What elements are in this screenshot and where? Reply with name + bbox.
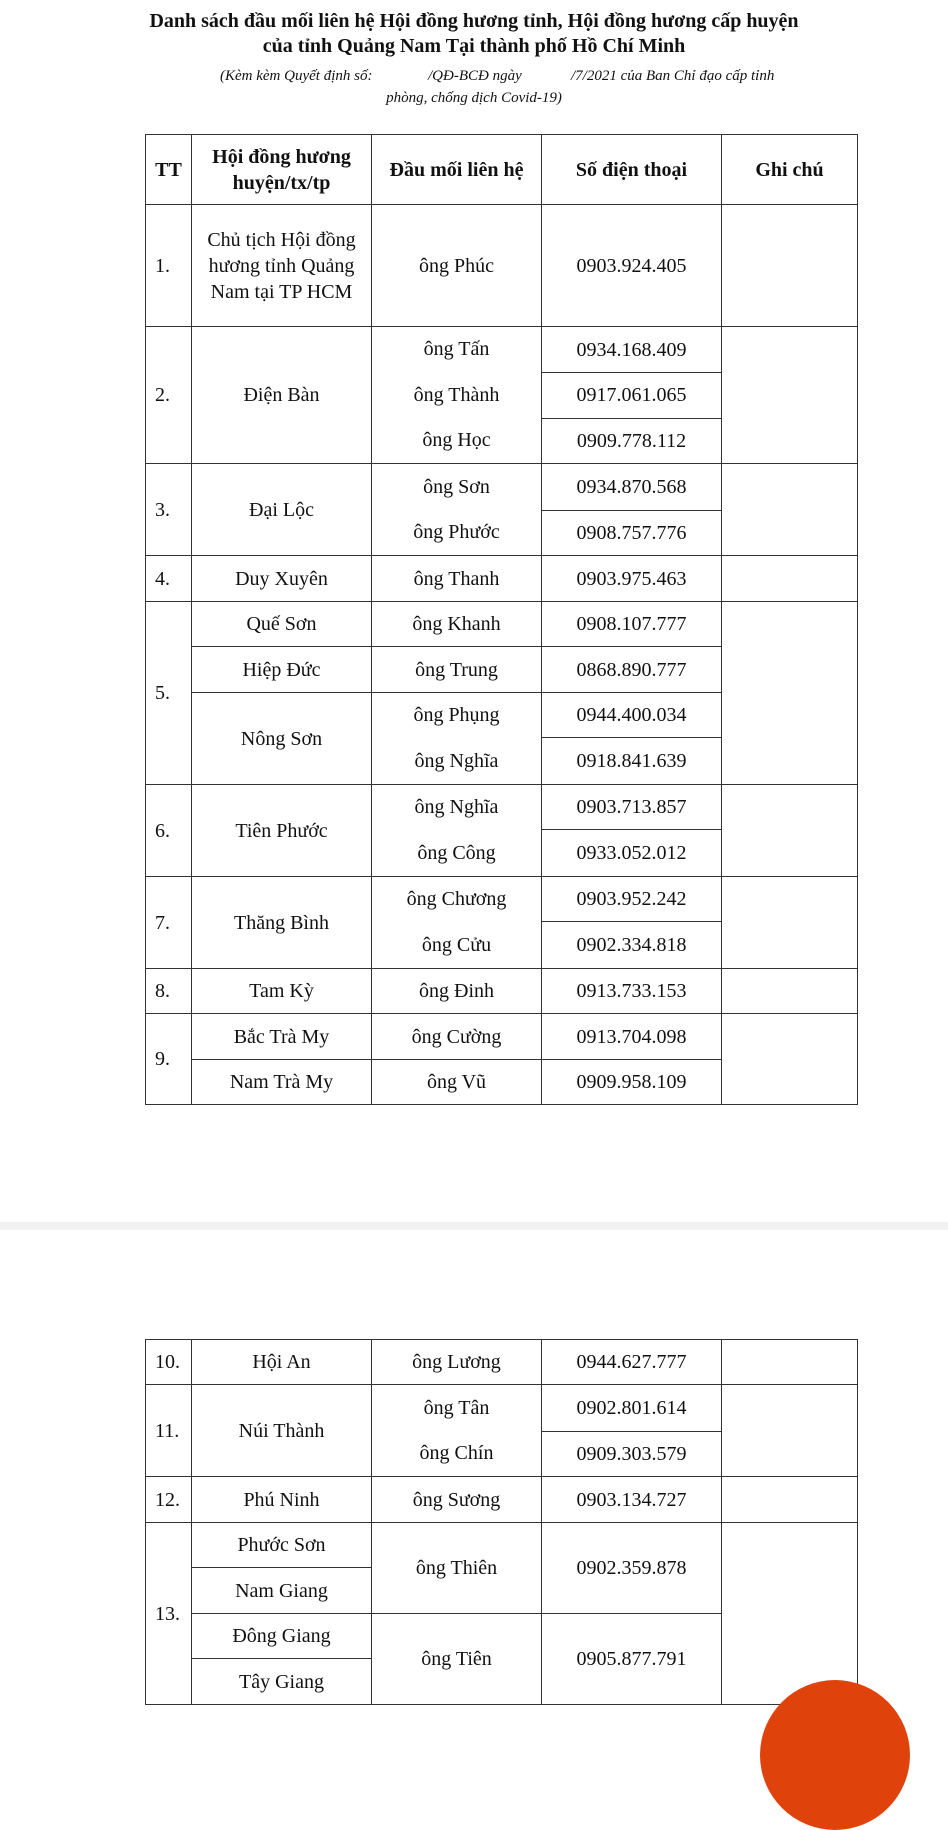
council-name: Tây Giang bbox=[192, 1659, 372, 1705]
table-row bbox=[146, 602, 858, 647]
council-name: Nam Trà My bbox=[192, 1060, 372, 1105]
phone-number: 0903.134.727 bbox=[542, 1477, 722, 1523]
table-row bbox=[146, 327, 858, 373]
floating-action-button[interactable] bbox=[760, 1680, 910, 1830]
contact-stack bbox=[372, 464, 542, 556]
phone-number: 0909.778.112 bbox=[542, 418, 722, 463]
contact-name: ông Học bbox=[422, 429, 491, 451]
table-header-row bbox=[146, 135, 858, 205]
contact-stack bbox=[372, 785, 542, 877]
contact-name: ông Thanh bbox=[372, 556, 542, 602]
doc-subtitle-line2: phòng, chống dịch Covid-19) bbox=[386, 90, 562, 106]
table-row bbox=[146, 785, 858, 830]
note-cell bbox=[722, 877, 858, 969]
contact-name: ông Nghĩa bbox=[414, 750, 499, 772]
council-name: Phước Sơn bbox=[192, 1523, 372, 1568]
subtitle-part-a: (Kèm kèm Quyết định số: bbox=[220, 68, 373, 84]
row-number: 12. bbox=[146, 1477, 192, 1523]
note-cell bbox=[722, 1477, 858, 1523]
contact-stack bbox=[372, 1385, 542, 1477]
subtitle-part-c: /7/2021 của Ban Chỉ đạo cấp tỉnh bbox=[571, 68, 775, 84]
phone-number: 0913.704.098 bbox=[542, 1014, 722, 1060]
phone-number: 0903.924.405 bbox=[542, 205, 722, 327]
contact-name: ông Chương bbox=[406, 888, 507, 910]
table-row bbox=[146, 1385, 858, 1432]
table-row bbox=[146, 877, 858, 922]
contacts-table-page1 bbox=[145, 134, 858, 1105]
council-name: Tam Kỳ bbox=[192, 969, 372, 1014]
council-name: Duy Xuyên bbox=[192, 556, 372, 602]
phone-number: 0902.334.818 bbox=[542, 922, 722, 969]
phone-number: 0902.359.878 bbox=[542, 1523, 722, 1614]
header-phone: Số điện thoại bbox=[542, 135, 722, 205]
contact-name: ông Phụng bbox=[413, 704, 500, 726]
phone-number: 0933.052.012 bbox=[542, 830, 722, 877]
contact-stack bbox=[372, 327, 542, 464]
table-row bbox=[146, 556, 858, 602]
phone-number: 0934.870.568 bbox=[542, 464, 722, 511]
phone-number: 0917.061.065 bbox=[542, 373, 722, 418]
subtitle-part-b: /QĐ-BCĐ ngày bbox=[428, 68, 522, 84]
contact-name: ông Phúc bbox=[372, 205, 542, 327]
council-name: Đại Lộc bbox=[192, 464, 372, 556]
table-row bbox=[146, 1340, 858, 1385]
council-name: Phú Ninh bbox=[192, 1477, 372, 1523]
doc-title-line1: Danh sách đầu mối liên hệ Hội đồng hương tỉnh, Hội đồng hương cấp huyện bbox=[149, 10, 799, 32]
council-name: Tiên Phước bbox=[192, 785, 372, 877]
doc-subtitle-line1 bbox=[0, 66, 948, 86]
contact-name: ông Thành bbox=[413, 384, 500, 406]
row-number: 5. bbox=[146, 602, 192, 785]
header-note: Ghi chú bbox=[722, 135, 858, 205]
contact-name: ông Lương bbox=[372, 1340, 542, 1385]
phone-number: 0903.975.463 bbox=[542, 556, 722, 602]
note-cell bbox=[722, 1523, 858, 1705]
phone-number: 0913.733.153 bbox=[542, 969, 722, 1014]
contact-name: ông Tấn bbox=[423, 338, 490, 360]
council-name: Điện Bàn bbox=[192, 327, 372, 464]
header-council: Hội đồng hương huyện/tx/tp bbox=[192, 135, 372, 205]
row-number: 3. bbox=[146, 464, 192, 556]
contact-name: ông Khanh bbox=[372, 602, 542, 647]
contact-stack bbox=[372, 693, 542, 785]
phone-number: 0902.801.614 bbox=[542, 1385, 722, 1432]
contact-stack bbox=[372, 877, 542, 969]
council-name: Quế Sơn bbox=[192, 602, 372, 647]
contact-name: ông Nghĩa bbox=[414, 796, 499, 818]
council-name: Bắc Trà My bbox=[192, 1014, 372, 1060]
note-cell bbox=[722, 464, 858, 556]
council-name: Chủ tịch Hội đồng hương tỉnh Quảng Nam tại TP HCM bbox=[192, 205, 372, 327]
row-number: 8. bbox=[146, 969, 192, 1014]
phone-number: 0918.841.639 bbox=[542, 738, 722, 785]
contact-name: ông Thiên bbox=[372, 1523, 542, 1614]
note-cell bbox=[722, 205, 858, 327]
table-row bbox=[146, 969, 858, 1014]
council-name: Hội An bbox=[192, 1340, 372, 1385]
row-number: 4. bbox=[146, 556, 192, 602]
note-cell bbox=[722, 969, 858, 1014]
row-number: 7. bbox=[146, 877, 192, 969]
table-row bbox=[146, 205, 858, 327]
note-cell bbox=[722, 556, 858, 602]
contact-name: ông Sương bbox=[372, 1477, 542, 1523]
table-row bbox=[146, 1477, 858, 1523]
council-name: Hiệp Đức bbox=[192, 647, 372, 693]
phone-number: 0903.713.857 bbox=[542, 785, 722, 830]
header-contact: Đầu mối liên hệ bbox=[372, 135, 542, 205]
contact-name: ông Cường bbox=[372, 1014, 542, 1060]
phone-number: 0909.958.109 bbox=[542, 1060, 722, 1105]
phone-number: 0944.400.034 bbox=[542, 693, 722, 738]
row-number: 9. bbox=[146, 1014, 192, 1105]
contact-name: ông Đinh bbox=[372, 969, 542, 1014]
row-number: 1. bbox=[146, 205, 192, 327]
note-cell bbox=[722, 602, 858, 785]
page-separator bbox=[0, 1222, 948, 1230]
contact-name: ông Sơn bbox=[423, 476, 490, 498]
council-name: Núi Thành bbox=[192, 1385, 372, 1477]
header-tt: TT bbox=[146, 135, 192, 205]
contact-name: ông Tiên bbox=[372, 1614, 542, 1705]
council-name: Nam Giang bbox=[192, 1568, 372, 1614]
note-cell bbox=[722, 1340, 858, 1385]
table-row bbox=[146, 1014, 858, 1060]
phone-number: 0909.303.579 bbox=[542, 1431, 722, 1477]
contacts-table-page2 bbox=[145, 1339, 858, 1705]
contact-name: ông Vũ bbox=[372, 1060, 542, 1105]
phone-number: 0905.877.791 bbox=[542, 1614, 722, 1705]
row-number: 6. bbox=[146, 785, 192, 877]
row-number: 2. bbox=[146, 327, 192, 464]
council-name: Thăng Bình bbox=[192, 877, 372, 969]
contact-name: ông Phước bbox=[413, 521, 500, 543]
contact-name: ông Tân bbox=[423, 1397, 490, 1419]
phone-number: 0868.890.777 bbox=[542, 647, 722, 693]
contact-name: ông Trung bbox=[372, 647, 542, 693]
note-cell bbox=[722, 327, 858, 464]
phone-number: 0903.952.242 bbox=[542, 877, 722, 922]
note-cell bbox=[722, 785, 858, 877]
contact-name: ông Cửu bbox=[421, 934, 492, 956]
phone-number: 0934.168.409 bbox=[542, 327, 722, 373]
row-number: 11. bbox=[146, 1385, 192, 1477]
phone-number: 0908.107.777 bbox=[542, 602, 722, 647]
phone-number: 0908.757.776 bbox=[542, 510, 722, 556]
phone-number: 0944.627.777 bbox=[542, 1340, 722, 1385]
contact-name: ông Chín bbox=[419, 1442, 494, 1464]
table-row bbox=[146, 464, 858, 511]
council-name: Đông Giang bbox=[192, 1614, 372, 1659]
note-cell bbox=[722, 1014, 858, 1105]
contact-name: ông Công bbox=[417, 842, 496, 864]
note-cell bbox=[722, 1385, 858, 1477]
doc-title-line2: của tỉnh Quảng Nam Tại thành phố Hồ Chí Minh bbox=[262, 35, 686, 57]
row-number: 10. bbox=[146, 1340, 192, 1385]
council-name: Nông Sơn bbox=[192, 693, 372, 785]
table-row bbox=[146, 1523, 858, 1568]
row-number: 13. bbox=[146, 1523, 192, 1705]
